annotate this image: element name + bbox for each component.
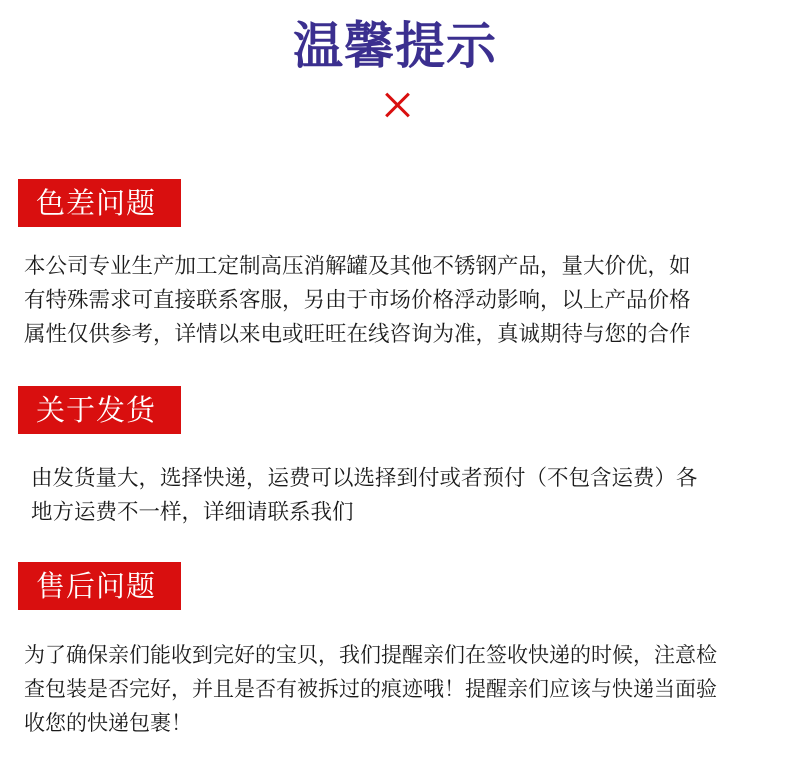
section-body-shipping <box>31 462 698 530</box>
section-heading-color-difference: 色差问题 <box>18 179 181 227</box>
section-body-after-sales <box>24 638 717 740</box>
section-heading-shipping: 关于发货 <box>18 386 181 434</box>
section-line: 由发货量大，选择快递，运费可以选择到付或者预付（不包含运费）各 <box>31 466 698 491</box>
section-body-color-difference <box>24 250 691 352</box>
section-heading-after-sales: 售后问题 <box>18 562 181 610</box>
section-line: 收您的快递包裹！ <box>24 711 192 735</box>
section-line: 本公司专业生产加工定制高压消解罐及其他不锈钢产品，量大价优，如 <box>24 254 691 279</box>
close-icon[interactable] <box>384 92 410 118</box>
section-line: 为了确保亲们能收到完好的宝贝，我们提醒亲们在签收快递的时候，注意检 <box>24 643 717 667</box>
section-line: 属性仅供参考，详情以来电或旺旺在线咨询为准，真诚期待与您的合作 <box>24 322 691 347</box>
section-line: 有特殊需求可直接联系客服，另由于市场价格浮动影响，以上产品价格 <box>24 288 691 313</box>
section-line: 地方运费不一样，详细请联系我们 <box>31 500 354 525</box>
section-line: 查包装是否完好，并且是否有被拆过的痕迹哦！提醒亲们应该与快递当面验 <box>24 677 717 701</box>
page-title: 温馨提示 <box>293 17 497 75</box>
